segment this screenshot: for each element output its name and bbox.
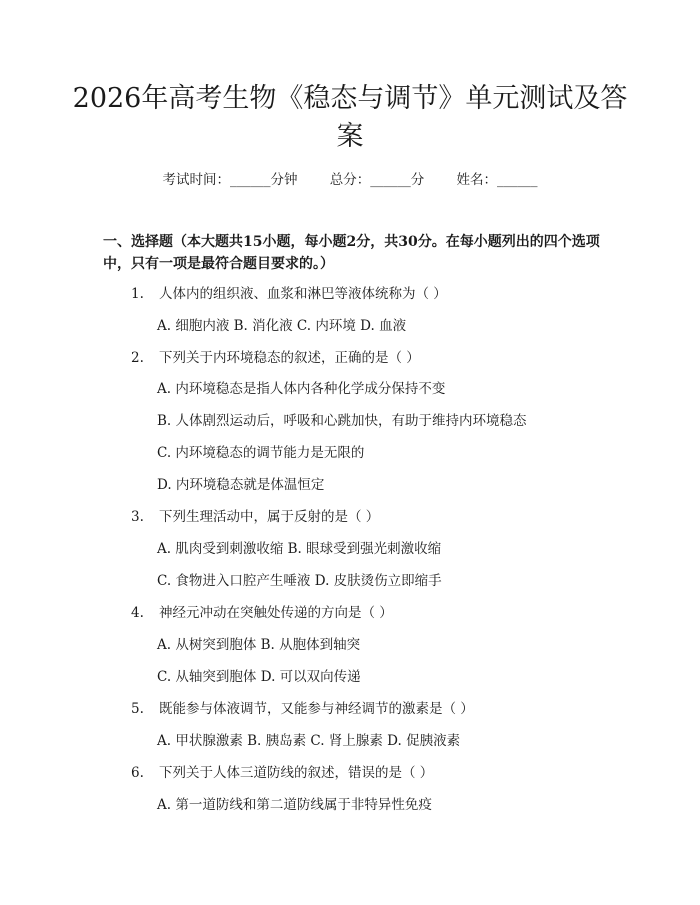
total-score-field: 总分：______分	[329, 172, 425, 188]
question-3-options-cd: C. 食物进入口腔产生唾液 D. 皮肤烫伤立即缩手	[157, 573, 442, 589]
question-text: 神经元冲动在突触处传递的方向是（ ）	[159, 605, 393, 621]
question-1-options: A. 细胞内液 B. 消化液 C. 内环境 D. 血液	[157, 318, 407, 334]
question-2	[131, 346, 420, 366]
question-1	[131, 282, 447, 302]
question-6	[131, 761, 433, 781]
section-heading: 一、选择题（本大题共15小题，每小题2分，共30分。在每小题列出的四个选项中，只有一项是最符合题目要求的。）	[103, 234, 600, 272]
question-2-option-d: D. 内环境稳态就是体温恒定	[157, 477, 325, 493]
question-5-options: A. 甲状腺激素 B. 胰岛素 C. 肾上腺素 D. 促胰液素	[157, 733, 461, 749]
question-3	[131, 505, 379, 525]
question-4	[131, 601, 393, 621]
question-text: 下列关于人体三道防线的叙述，错误的是（ ）	[159, 765, 434, 781]
question-text: 既能参与体液调节，又能参与神经调节的激素是（ ）	[159, 701, 474, 717]
question-3-options-ab: A. 肌肉受到刺激收缩 B. 眼球受到强光刺激收缩	[157, 541, 442, 557]
question-5	[131, 697, 474, 717]
question-number: 1.	[131, 286, 144, 302]
question-number: 2.	[131, 350, 144, 366]
question-2-option-b: B. 人体剧烈运动后，呼吸和心跳加快，有助于维持内环境稳态	[157, 413, 527, 429]
question-2-option-a: A. 内环境稳态是指人体内各种化学成分保持不变	[157, 381, 446, 397]
question-4-options-cd: C. 从轴突到胞体 D. 可以双向传递	[157, 669, 361, 685]
question-2-option-c: C. 内环境稳态的调节能力是无限的	[157, 445, 365, 461]
question-text: 下列生理活动中，属于反射的是（ ）	[159, 509, 380, 525]
student-name-field: 姓名：______	[456, 172, 538, 188]
question-text: 人体内的组织液、血浆和淋巴等液体统称为（ ）	[159, 286, 447, 302]
question-number: 6.	[131, 765, 144, 781]
exam-meta	[0, 168, 700, 188]
question-6-option-a: A. 第一道防线和第二道防线属于非特异性免疫	[157, 797, 432, 813]
question-number: 3.	[131, 509, 144, 525]
document-title: 2026年高考生物《稳态与调节》单元测试及答案	[72, 83, 628, 152]
question-number: 4.	[131, 605, 144, 621]
question-4-options-ab: A. 从树突到胞体 B. 从胞体到轴突	[157, 637, 361, 653]
question-number: 5.	[131, 701, 144, 717]
question-text: 下列关于内环境稳态的叙述，正确的是（ ）	[159, 350, 420, 366]
exam-time-field: 考试时间：______分钟	[162, 172, 298, 188]
